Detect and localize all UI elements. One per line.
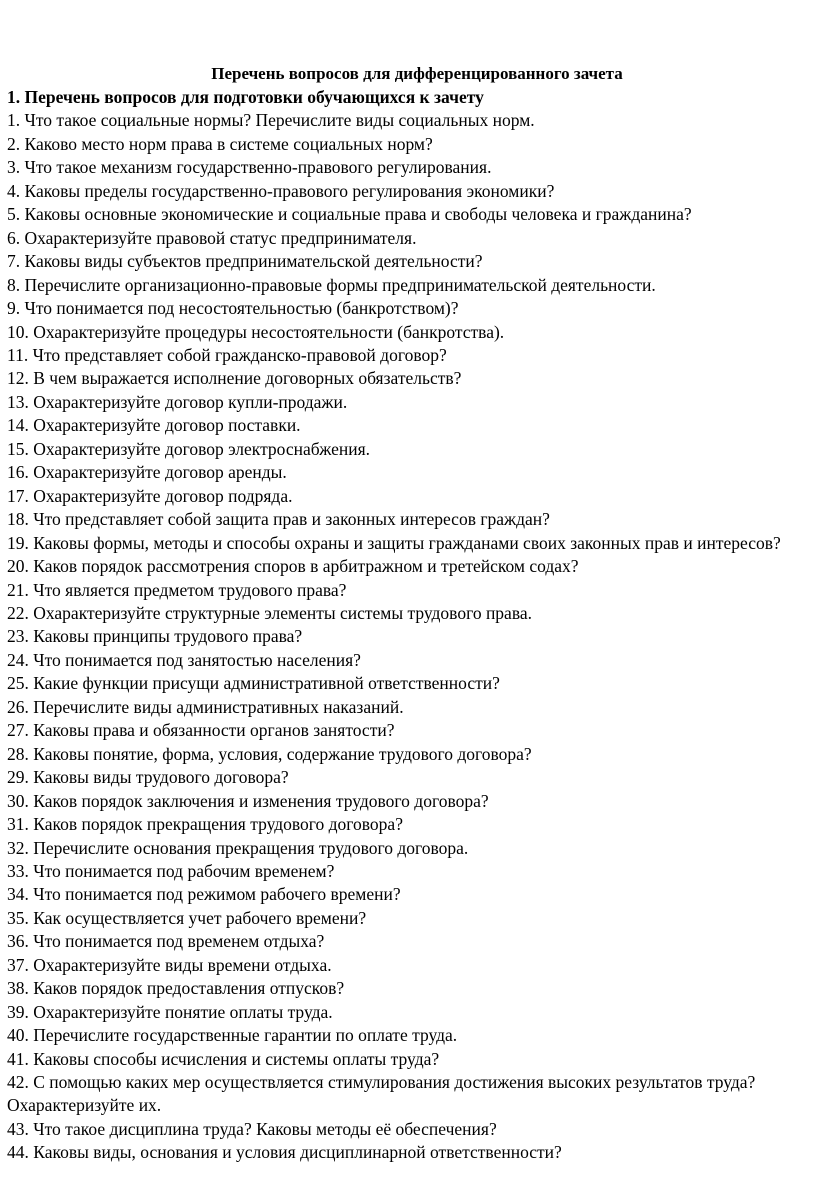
question-line: 29. Каковы виды трудового договора? <box>7 767 289 788</box>
question-line: 15. Охарактеризуйте договор электроснабжения. <box>7 438 371 459</box>
question-line: 37. Охарактеризуйте виды времени отдыха. <box>7 954 332 975</box>
question-line: 16. Охарактеризуйте договор аренды. <box>7 462 287 483</box>
question-line: 9. Что понимается под несостоятельностью (банкротством)? <box>7 298 459 319</box>
question-line: 41. Каковы способы исчисления и системы оплаты труда? <box>7 1048 440 1069</box>
question-list <box>7 109 816 1164</box>
question-line: 11. Что представляет собой гражданско-правовой договор? <box>7 344 447 365</box>
question-line: 13. Охарактеризуйте договор купли-продажи. <box>7 391 348 412</box>
question-line: 2. Каково место норм права в системе социальных норм? <box>7 133 433 154</box>
question-line: 44. Каковы виды, основания и условия дисциплинарной ответственности? <box>7 1142 562 1163</box>
question-line: 31. Каков порядок прекращения трудового договора? <box>7 814 403 835</box>
section-heading: 1. Перечень вопросов для подготовки обучающихся к зачету <box>7 87 484 107</box>
question-line: Охарактеризуйте их. <box>7 1095 162 1116</box>
question-line: 38. Каков порядок предоставления отпусков? <box>7 978 345 999</box>
question-line: 36. Что понимается под временем отдыха? <box>7 931 325 952</box>
document-body <box>7 86 816 1165</box>
question-line: 3. Что такое механизм государственно-правового регулирования. <box>7 157 492 178</box>
question-line: 34. Что понимается под режимом рабочего времени? <box>7 884 401 905</box>
question-line: 5. Каковы основные экономические и социальные права и свободы человека и гражданина? <box>7 204 692 225</box>
question-line: 4. Каковы пределы государственно-правового регулирования экономики? <box>7 180 555 201</box>
question-line: 21. Что является предметом трудового права? <box>7 579 347 600</box>
question-line: 14. Охарактеризуйте договор поставки. <box>7 415 301 436</box>
question-line: 30. Каков порядок заключения и изменения трудового договора? <box>7 790 489 811</box>
question-line: 18. Что представляет собой защита прав и законных интересов граждан? <box>7 509 550 530</box>
question-line: 6. Охарактеризуйте правовой статус предпринимателя. <box>7 227 417 248</box>
question-line: 26. Перечислите виды административных наказаний. <box>7 696 404 717</box>
question-line: 42. С помощью каких мер осуществляется стимулирования достижения высоких результатов труда? <box>7 1072 756 1093</box>
question-line: 12. В чем выражается исполнение договорных обязательств? <box>7 368 462 389</box>
question-line: 20. Каков порядок рассмотрения споров в арбитражном и третейском содах? <box>7 556 579 577</box>
question-line: 8. Перечислите организационно-правовые формы предпринимательской деятельности. <box>7 274 656 295</box>
question-line: 25. Какие функции присущи административной ответственности? <box>7 673 500 694</box>
question-line: 7. Каковы виды субъектов предпринимательской деятельности? <box>7 251 483 272</box>
question-line: 43. Что такое дисциплина труда? Каковы методы её обеспечения? <box>7 1118 497 1139</box>
question-line: 33. Что понимается под рабочим временем? <box>7 860 335 881</box>
question-line: 10. Охарактеризуйте процедуры несостоятельности (банкротства). <box>7 321 505 342</box>
question-line: 24. Что понимается под занятостью населения? <box>7 649 361 670</box>
question-line: 17. Охарактеризуйте договор подряда. <box>7 485 293 506</box>
question-line: 32. Перечислите основания прекращения трудового договора. <box>7 837 469 858</box>
question-line: 27. Каковы права и обязанности органов занятости? <box>7 720 395 741</box>
question-line: 22. Охарактеризуйте структурные элементы системы трудового права. <box>7 602 532 623</box>
question-line: 39. Охарактеризуйте понятие оплаты труда. <box>7 1001 333 1022</box>
question-line: 28. Каковы понятие, форма, условия, содержание трудового договора? <box>7 743 532 764</box>
question-line: 1. Что такое социальные нормы? Перечислите виды социальных норм. <box>7 110 535 131</box>
question-line: 40. Перечислите государственные гарантии по оплате труда. <box>7 1025 458 1046</box>
document-title: Перечень вопросов для дифференцированного зачета <box>211 64 623 83</box>
question-line: 19. Каковы формы, методы и способы охраны и защиты гражданами своих законных прав и интересов? <box>7 532 781 553</box>
question-line: 35. Как осуществляется учет рабочего времени? <box>7 907 367 928</box>
question-line: 23. Каковы принципы трудового права? <box>7 626 303 647</box>
